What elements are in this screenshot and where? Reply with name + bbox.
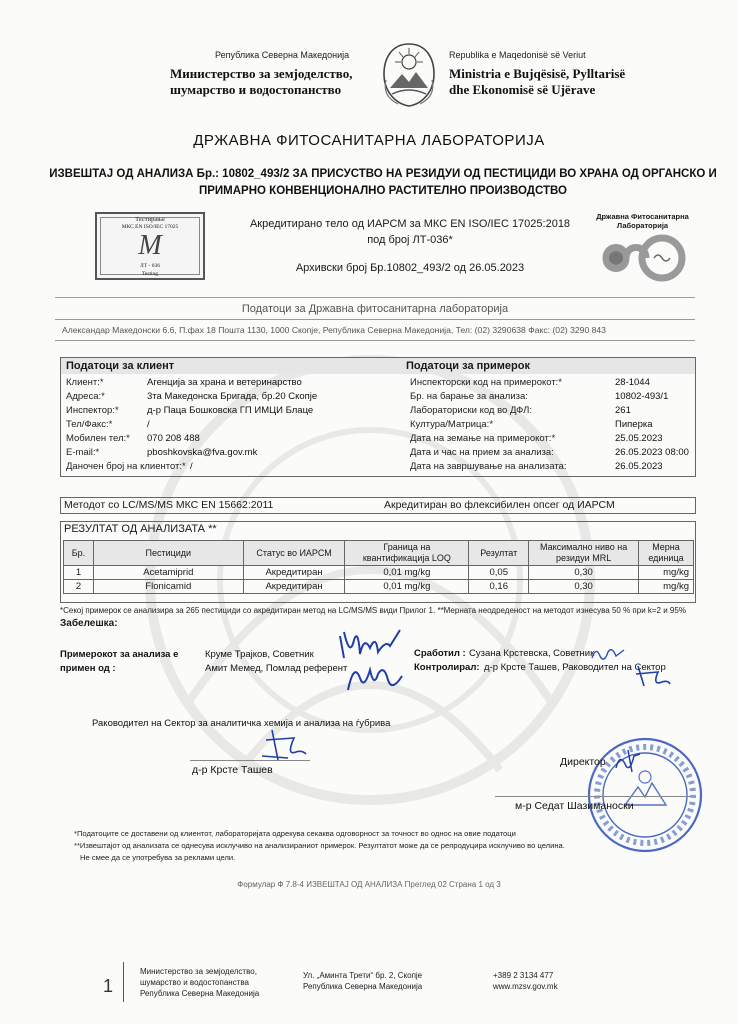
prepared-label: Сработил : — [414, 648, 466, 659]
accreditation-line1: Акредитирано тело од ИАРСМ за МКС EN ISO/IEC 17025:2018 — [249, 218, 571, 230]
prepared-by: Сузана Крстевска, Советник — [469, 648, 595, 659]
results-heading: РЕЗУЛТАТ ОД АНАЛИЗАТА ** — [64, 523, 217, 535]
cell-result: 0,16 — [469, 580, 529, 594]
lab-logo-line2: Лабораторија — [616, 221, 669, 230]
client-field-value: 3та Македонска Бригада, бр.20 Скопје — [147, 391, 318, 402]
received-by — [205, 648, 347, 676]
remark-label: Забелешка: — [60, 618, 118, 629]
received-label-line2: примен од : — [60, 663, 116, 674]
client-field-value: Агенција за храна и ветеринарство — [147, 377, 302, 388]
head-name: д-р Крсте Ташев — [192, 764, 273, 776]
client-tax-label: Даночен број на клиентот:* — [66, 461, 186, 472]
lab-address: Александар Македонски 6.6, П.фах 18 Пошта 1130, 1000 Скопје, Република Северна Македонија, Тел: (02) 3290638 Факс: (02) 3290 843 — [62, 325, 606, 335]
sample-field-label: Дата и час на прием за анализа: — [410, 447, 554, 458]
footer-divider — [123, 962, 124, 1002]
cell-loq: 0,01 mg/kg — [345, 566, 469, 580]
col-header-mrl: Максимално ниво на резидуи MRL — [529, 541, 639, 566]
results-header-row — [64, 541, 694, 566]
client-field-label: Клиент:* — [66, 377, 104, 388]
client-field-value: 070 208 488 — [147, 433, 200, 444]
cell-loq: 0,01 mg/kg — [345, 580, 469, 594]
cell-no: 2 — [64, 580, 94, 594]
badge-standard-text: МКС EN ISO/IEC 17025 — [121, 224, 179, 230]
notes — [74, 828, 565, 864]
sample-field-value: 26.05.2023 08:00 — [615, 447, 689, 458]
received-label — [60, 648, 178, 676]
cell-mrl: 0,30 — [529, 580, 639, 594]
client-heading: Податоци за клиент — [66, 360, 175, 372]
footer-website: www.mzsv.gov.mk — [493, 982, 558, 991]
signature-controlled-icon — [632, 662, 672, 690]
cell-pesticide: Flonicamid — [93, 580, 243, 594]
footer-phone: +389 2 3134 477 — [493, 971, 554, 980]
header-left-line1: Министерство за земјоделство, — [170, 66, 353, 81]
client-field-label: Мобилен тел:* — [66, 433, 130, 444]
report-title-line1: ИЗВЕШТАЈ ОД АНАЛИЗА Бр.: 10802_493/2 ЗА ПРИСУСТВО НА РЕЗИДУИ ОД ПЕСТИЦИДИ ВО ХРАНА ОД ОРГАНСКО И — [49, 168, 717, 180]
sample-field-label: Дата на завршување на анализата: — [410, 461, 567, 472]
cell-no: 1 — [64, 566, 94, 580]
client-sample-box — [60, 357, 696, 477]
header-right-line2: dhe Ekonomisë së Ujërave — [449, 82, 596, 97]
results-footnote: *Секој примерок се анализира за 265 пестициди со акредитиран метод на LC/MS/MS види Прилог 1. **Мерната неодреденост на методот изнесува 50 % при k=2 и 95% — [60, 606, 686, 615]
footer-contact — [493, 970, 558, 992]
sample-field-label: Инспекторски код на примерокот:* — [410, 377, 563, 388]
sample-field-label: Бр. на барање за анализа: — [410, 391, 528, 402]
footer-ministry-line2: шумарство и водостопанства — [140, 978, 249, 987]
col-header-result: Резултат — [469, 541, 529, 566]
footer-address-line1: Ул. „Аминта Трети“ бр. 2, Скопје — [303, 971, 423, 980]
accreditation-line2: под број ЛТ-036* — [367, 234, 453, 246]
client-field-value: д-р Паца Бошковска ГП ИМЦИ Блаце — [147, 405, 314, 416]
sample-field-label: Дата на земање на примерокот:* — [410, 433, 556, 444]
header-left-line2: шумарство и водостопанство — [170, 82, 342, 97]
cell-mrl: 0,30 — [529, 566, 639, 580]
sample-field-value: 26.05.2023 — [615, 461, 663, 472]
footer-ministry-line3: Република Северна Македонија — [140, 989, 260, 998]
header-right-ministry — [449, 66, 625, 98]
cell-status: Акредитиран — [243, 580, 345, 594]
note-line1: *Податоците се доставени од клиентот, лабораторијата одрекува секаква одговорност за точност во однос на овие податоци — [74, 829, 516, 838]
cell-unit: mg/kg — [639, 566, 694, 580]
head-title: Раководител на Сектор за аналитичка хемија и анализа на ѓубрива — [92, 718, 391, 729]
method-accreditation-text: Акредитиран во флексибилен опсег од ИАРСМ — [384, 499, 615, 511]
lab-data-heading: Податоци за Државна фитосанитарна лабораторија — [241, 303, 509, 315]
badge-letter: M — [138, 230, 162, 261]
sample-heading: Податоци за примерок — [406, 360, 530, 372]
report-title-line2: ПРИМАРНО КОНВЕНЦИОНАЛНО РАСТИТЕЛНО ПРОИЗВОДСТВО — [198, 185, 568, 197]
controlled-by: д-р Крсте Ташев, Раководител на Сектор — [484, 662, 666, 673]
received-label-line1: Примерокот за анализа е — [60, 649, 179, 660]
footer-address — [303, 970, 422, 992]
report-title — [48, 166, 718, 200]
accreditation-text — [215, 216, 605, 276]
signature-line — [495, 796, 690, 797]
controlled-label: Контролирал: — [414, 662, 480, 673]
director-label: Директор — [560, 756, 606, 768]
method-text: Методот со LC/MS/MS МКС EN 15662:2011 — [64, 499, 274, 511]
divider — [55, 297, 695, 298]
cell-result: 0,05 — [469, 566, 529, 580]
client-field-label: E-mail:* — [66, 447, 100, 458]
signature-receivers-icon — [330, 618, 420, 698]
signature-prepared-icon — [588, 642, 628, 668]
client-field-label: Тел/Факс:* — [66, 419, 113, 430]
sample-field-label: Култура/Матрица:* — [410, 419, 494, 430]
form-footer: Формулар Ф 7.8-4 ИЗВЕШТАЈ ОД АНАЛИЗА Преглед 02 Страна 1 од 3 — [237, 880, 501, 889]
cell-unit: mg/kg — [639, 580, 694, 594]
footer-ministry — [140, 966, 259, 999]
accreditation-badge — [95, 212, 205, 280]
sample-field-value: 25.05.2023 — [615, 433, 663, 444]
divider — [55, 319, 695, 320]
table-row — [64, 566, 694, 580]
director-name: м-р Седат Шазиманоски — [515, 800, 634, 812]
client-field-value: / — [147, 419, 150, 430]
header-right-country: Republika e Maqedonisë së Veriut — [449, 50, 586, 60]
sample-field-label: Лабораториски код во ДФЛ: — [410, 405, 532, 416]
results-body — [64, 566, 694, 594]
col-header-pesticide: Пестициди — [93, 541, 243, 566]
state-emblem-icon — [378, 40, 440, 110]
col-header-status: Статус во ИАРСМ — [243, 541, 345, 566]
client-field-value: pboshkovska@fva.gov.mk — [147, 447, 258, 458]
col-header-loq: Граница на квантификација LOQ — [345, 541, 469, 566]
signature-director-icon — [610, 748, 646, 774]
header-left-country: Република Северна Македонија — [215, 50, 350, 60]
lab-logo-text — [590, 212, 695, 230]
badge-top-text: Тестирање — [135, 216, 165, 223]
lab-logo-line1: Државна Фитосанитарна — [596, 212, 689, 221]
cell-pesticide: Acetamiprid — [93, 566, 243, 580]
client-field-label: Инспектор:* — [66, 405, 119, 416]
received-by-line2: Амит Мемед, Помлад референт — [205, 663, 348, 674]
sample-field-value: 10802-493/1 — [615, 391, 669, 402]
table-row — [64, 580, 694, 594]
results-table — [63, 540, 694, 594]
cell-status: Акредитиран — [243, 566, 345, 580]
divider — [55, 340, 695, 341]
footer-ministry-line1: Министерство за земјоделство, — [140, 967, 257, 976]
sample-field-value: Пиперка — [615, 419, 653, 430]
signature-head-icon — [258, 728, 308, 764]
archive-number: Архивски број Бр.10802_493/2 од 26.05.2023 — [295, 262, 525, 274]
lab-logo-icon — [602, 234, 686, 282]
header-right-line1: Ministria e Bujqësisë, Pylltarisë — [449, 66, 626, 81]
col-header-unit: Мерна единица — [639, 541, 694, 566]
note-line3: Не смее да се употребува за реклами цели. — [80, 853, 236, 862]
footer-address-line2: Република Северна Македонија — [303, 982, 423, 991]
sample-field-value: 261 — [615, 405, 631, 416]
col-header-no: Бр. — [64, 541, 94, 566]
badge-code: ЛТ - 036 — [140, 263, 160, 269]
page-number: 1 — [103, 976, 114, 996]
client-field-label: Адреса:* — [66, 391, 105, 402]
signature-line — [190, 760, 310, 761]
header-left-ministry — [170, 66, 353, 98]
badge-bottom-text: Testing — [141, 271, 159, 277]
received-by-line1: Круме Трајков, Советник — [205, 649, 314, 660]
note-line2: **Извештајот од анализата се однесува исклучиво на анализираниот примерок. Резултатот може да се репродуцира исклучиво во целина. — [74, 841, 565, 850]
sample-field-value: 28-1044 — [615, 377, 650, 388]
lab-title: ДРЖАВНА ФИТОСАНИТАРНА ЛАБОРАТОРИЈА — [193, 132, 545, 149]
client-tax-value: / — [190, 461, 193, 472]
